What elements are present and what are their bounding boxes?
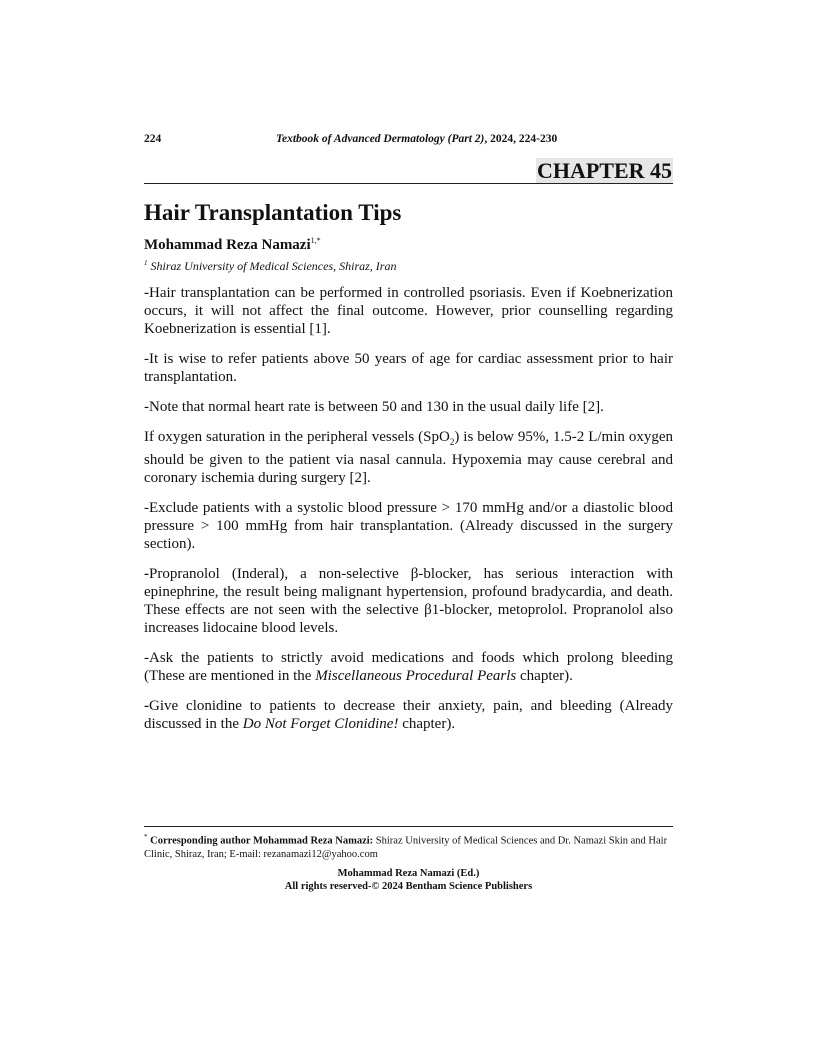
chapter-title: Hair Transplantation Tips: [144, 200, 402, 225]
body-text: [144, 284, 673, 745]
paragraph-5: -Exclude patients with a systolic blood pressure > 170 mmHg and/or a diastolic blood pressure > 100 mmHg from hair transplantation. (Already discussed in the surgery section).: [144, 500, 673, 552]
footnote-text: Shiraz University of Medical Sciences and Dr. Namazi Skin and Hair Clinic, Shiraz, Iran; E-mail: rezanamazi12@yahoo.com: [144, 835, 668, 860]
author-sup: 1,*: [310, 236, 321, 245]
affiliation-sup: 1: [144, 259, 148, 267]
running-header: [144, 133, 673, 149]
footnote-rule: [144, 826, 673, 827]
paragraph-4-text-b: ) is below 95%, 1.5-2 L/min oxygen should be given to the patient via nasal cannula. Hypoxemia may cause cerebral and coronary ischemia during surgery [2].: [144, 429, 673, 486]
paragraph-6: [144, 565, 673, 637]
affiliation-text: Shiraz University of Medical Sciences, Shiraz, Iran: [147, 259, 397, 273]
credits: [144, 867, 673, 893]
paragraph-1: [144, 284, 673, 338]
footnote: [144, 831, 673, 861]
paragraph-4-sub: 2: [449, 437, 455, 447]
footnote-label: Corresponding author Mohammad Reza Namazi:: [147, 835, 374, 847]
page-number: 224: [144, 133, 162, 145]
paragraph-4-text-a: If oxygen saturation in the peripheral vessels (SpO: [144, 429, 450, 445]
paragraph-2: -It is wise to refer patients above 50 years of age for cardiac assessment prior to hair transplantation.: [144, 351, 673, 385]
paragraph-8-text-a: Give clonidine to patients to decrease their anxiety, pain, and bleeding (Already discussed in the: [144, 698, 673, 732]
running-title: [276, 133, 557, 145]
paragraph-7-text-b: chapter).: [516, 668, 573, 684]
paragraph-dash: -: [144, 566, 149, 582]
paragraph-1-text: Hair transplantation can be performed in controlled psoriasis. Even if Koebnerization occurs, it will not affect the final outcome. However, prior counselling regarding Koebnerization is essential [1].: [144, 285, 673, 337]
affiliation: [144, 259, 396, 274]
rights-credit: All rights reserved-© 2024 Bentham Science Publishers: [284, 881, 533, 892]
paragraph-8-italic: Do Not Forget Clonidine!: [242, 716, 399, 732]
header-rule: [144, 183, 673, 184]
paragraph-7-italic: Miscellaneous Procedural Pearls: [315, 668, 517, 684]
book-title: Textbook of Advanced Dermatology (Part 2): [276, 133, 485, 145]
paragraph-dash: -: [144, 698, 149, 714]
paragraph-4: [144, 428, 673, 487]
paragraph-6-text: Propranolol (Inderal), a non-selective β-blocker, has serious interaction with epinephrine, the result being malignant hypertension, profound bradycardia, and death. These effects are not seen with the selective β1-blocker, metoprolol. Propranolol also increases lidocaine blood levels.: [144, 566, 673, 636]
paragraph-8: [144, 697, 673, 733]
paragraph-3: -Note that normal heart rate is between 50 and 130 in the usual daily life [2].: [144, 399, 604, 415]
paragraph-8-text-b: chapter).: [398, 716, 456, 732]
chapter-label: CHAPTER 45: [536, 158, 672, 183]
paragraph-dash: -: [144, 285, 149, 301]
paragraph-7-text-a: -Ask the patients to strictly avoid medications and foods which prolong bleeding (These are mentioned in the: [144, 650, 673, 684]
author-name: Mohammad Reza Namazi: [144, 237, 311, 253]
paragraph-7: [144, 649, 673, 685]
footnote-sup: *: [144, 833, 148, 841]
author-line: [144, 236, 321, 254]
book-meta: , 2024, 224-230: [484, 133, 558, 145]
editor-credit: Mohammad Reza Namazi (Ed.): [337, 868, 480, 879]
